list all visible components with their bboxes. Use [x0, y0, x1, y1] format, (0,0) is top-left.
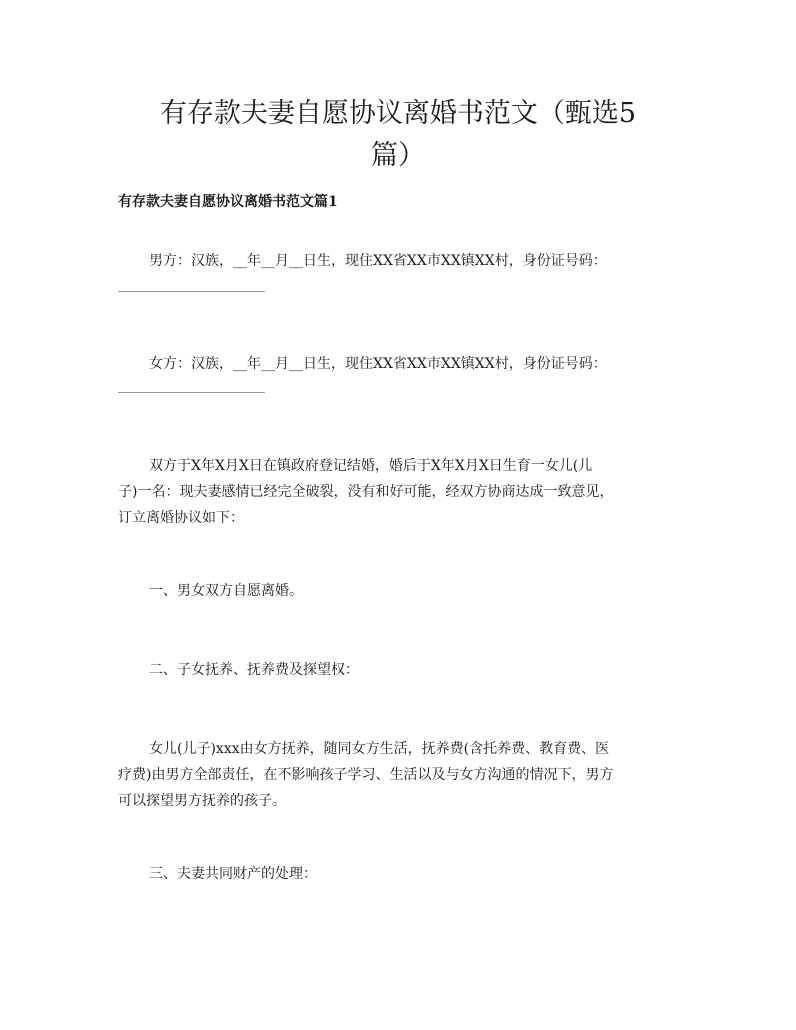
custody-paragraph-line3: 可以探望男方抚养的孩子。 [118, 793, 286, 809]
document-title-line2: 篇） [371, 140, 425, 171]
clause-3: 三、夫妻共同财产的处理： [149, 866, 317, 882]
female-id-blank [118, 392, 265, 393]
marriage-paragraph [118, 453, 678, 531]
female-party-line: 女方：汉族，__年__月__日生，现住XX省XX市XX镇XX村，身份证号码： [149, 356, 607, 372]
marriage-paragraph-line2: 子)一名：现夫妻感情已经完全破裂，没有和好可能，经双方协商达成一致意见， [118, 484, 614, 500]
marriage-paragraph-line1: 双方于X年X月X日在镇政府登记结婚，婚后于X年X月X日生育一女儿(儿 [149, 458, 593, 474]
clause-1: 一、男女双方自愿离婚。 [149, 583, 303, 599]
male-party-line: 男方：汉族，__年__月__日生，现住XX省XX市XX镇XX村，身份证号码： [149, 253, 607, 269]
clause-2: 二、子女抚养、抚养费及探望权： [149, 662, 359, 678]
marriage-paragraph-line3: 订立离婚协议如下： [118, 510, 244, 526]
male-id-blank [118, 291, 265, 292]
document-title-line1: 有存款夫妻自愿协议离婚书范文（甄选5 [159, 98, 637, 129]
custody-paragraph-line2: 疗费)由男方全部责任，在不影响孩子学习、生活以及与女方沟通的情况下，男方 [118, 767, 614, 783]
custody-paragraph [118, 736, 678, 814]
custody-paragraph-line1: 女儿(儿子)xxx由女方抚养，随同女方生活，抚养费(含托养费、教育费、医 [149, 741, 610, 757]
section-heading: 有存款夫妻自愿协议离婚书范文篇1 [118, 194, 338, 210]
